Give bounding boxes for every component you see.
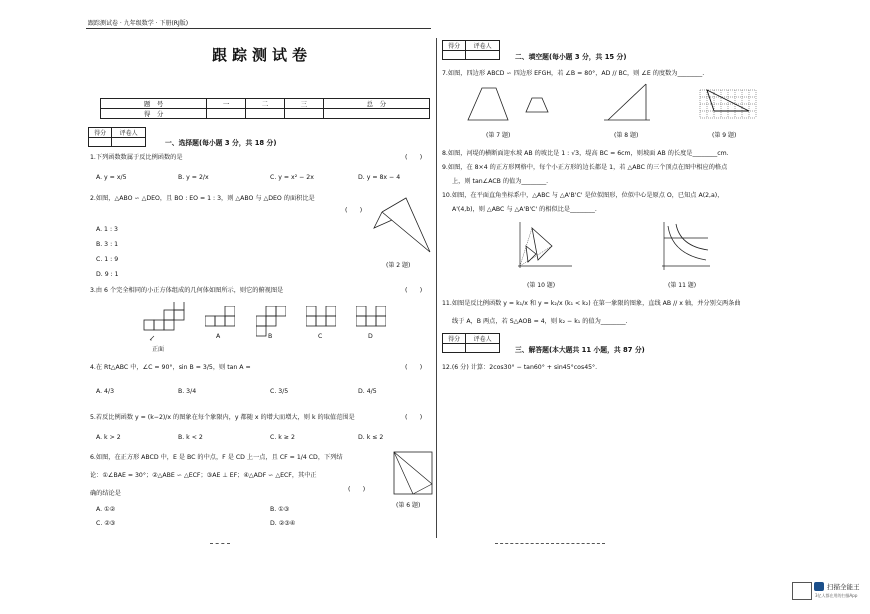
score-cell[interactable]: [207, 109, 246, 119]
q8-caption: (第 8 题): [614, 132, 639, 139]
score-label: 得分: [89, 128, 112, 138]
score-cell: 得 分: [101, 109, 207, 119]
header-rule: [86, 28, 431, 29]
score-field[interactable]: [443, 344, 466, 353]
grader-label: 评卷人: [112, 128, 146, 138]
score-field[interactable]: [443, 51, 466, 60]
q2-stem: 2.如图，△ABO ∽ △DEO，且 BO : EO = 1 : 3，则 △ABO 与 △DEO 的面积比是: [90, 195, 315, 202]
q5-opt-a[interactable]: A. k > 2: [96, 434, 121, 441]
grader-field[interactable]: [112, 138, 146, 147]
q3-label-c: C: [318, 333, 323, 340]
q7-figure: [462, 84, 562, 128]
score-label: 得分: [443, 41, 466, 51]
q9-text-line2: 上，则 tan∠ACB 的值为________.: [452, 178, 549, 185]
q5-opt-d[interactable]: D. k ≤ 2: [358, 434, 384, 441]
score-cell[interactable]: [246, 109, 285, 119]
grader-field[interactable]: [466, 51, 500, 60]
q9-grid-figure: [698, 88, 758, 120]
q4-opt-a[interactable]: A. 4/3: [96, 388, 115, 395]
q1-opt-b[interactable]: B. y = 2/x: [178, 174, 209, 181]
q10-caption: (第 10 题): [527, 282, 556, 289]
q1-opt-c[interactable]: C. y = x² − 2x: [270, 174, 314, 181]
grader-box: [88, 127, 146, 147]
q2-figure: [368, 192, 436, 260]
q3-option-d-figure[interactable]: [356, 306, 386, 328]
q6-opt-d[interactable]: D. ②③④: [270, 520, 296, 527]
grader-box-3: [442, 333, 500, 353]
q10-coordinate-figure: [510, 220, 576, 272]
q6-stem-line3: 确的结论是: [90, 490, 121, 497]
q11-text-line1: 11.如图是反比例函数 y = k₁/x 和 y = k₂/x (k₁ < k₂) 在第一象限的图象，直线 AB // x 轴，并分别交两条曲: [442, 300, 741, 307]
q8-figure: [600, 80, 660, 126]
grader-label: 评卷人: [466, 334, 500, 344]
page-title: 跟踪测试卷: [212, 46, 313, 64]
q3-paren: ( ): [405, 287, 423, 294]
q5-opt-b[interactable]: B. k < 2: [178, 434, 203, 441]
q12-text[interactable]: 12.(6 分) 计算：2cos30° − tan60° + sin45°cos45°.: [442, 364, 598, 371]
q6-square-figure: [390, 450, 436, 500]
q3-solid-figure: [140, 302, 190, 342]
q1-opt-d[interactable]: D. y = 8x − 4: [358, 174, 401, 181]
score-cell[interactable]: [284, 109, 323, 119]
q6-caption: (第 6 题): [396, 502, 421, 509]
q3-option-c-figure[interactable]: [306, 306, 336, 328]
q3-label-a: A: [216, 333, 221, 340]
q5-stem: 5.若反比例函数 y = (k−2)/x 的图象在每个象限内，y 都随 x 的增大而增大，则 k 的取值范围是: [90, 414, 355, 421]
q11-text-line2: 线于 A，B 两点，若 S△AOB = 4，则 k₂ − k₁ 的值为________.: [452, 318, 628, 325]
footer-dash-right: [495, 543, 605, 544]
q5-paren: ( ): [405, 414, 423, 421]
scanner-logo-icon: [814, 582, 824, 591]
column-divider: [436, 38, 437, 538]
score-cell: 总 分: [323, 99, 429, 109]
grader-field[interactable]: [466, 344, 500, 353]
q2-opt-d[interactable]: D. 9 : 1: [96, 271, 119, 278]
section3-title: 三、解答题(本大题共 11 小题，共 87 分): [515, 346, 645, 354]
score-cell: 二: [246, 99, 285, 109]
score-cell: 三: [284, 99, 323, 109]
grader-box-2: [442, 40, 500, 60]
score-cell: 一: [207, 99, 246, 109]
q8-text: 8.如图，河堤的横断面迎水坡 AB 的坡比是 1 : √3，堤高 BC = 6cm，则坡面 AB 的长度是________cm.: [442, 150, 729, 157]
running-header: 跟踪测试卷 · 九年级数学 · 下册(RJ版): [88, 20, 189, 27]
q6-stem-line2: 论：①∠BAE = 30°；②△ABE ∽ △ECF；③AE ⊥ EF；④△ADF ∽ △ECF，其中正: [90, 472, 317, 479]
footer-dash-left: [210, 543, 230, 544]
q7-caption: (第 7 题): [486, 132, 511, 139]
q4-paren: ( ): [405, 364, 423, 371]
q1-stem: 1.下列函数数属于反比例函数的是: [90, 154, 183, 161]
q6-opt-c[interactable]: C. ②③: [96, 520, 116, 527]
q6-stem-line1: 6.如图，在正方形 ABCD 中，E 是 BC 的中点，F 是 CD 上一点，且 CF = 1/4 CD，下列结: [90, 454, 343, 461]
q3-stem: 3.由 6 个完全相同的小正方体组成的几何体如图所示，则它的俯视图是: [90, 287, 284, 294]
q9-caption: (第 9 题): [712, 132, 737, 139]
q7-text: 7.如图，四边形 ABCD ∽ 四边形 EFGH，若 ∠B = 80°，AD // BC，则 ∠E 的度数为________.: [442, 70, 705, 77]
grader-label: 评卷人: [466, 41, 500, 51]
scanner-logo-sub: 3亿人都在用的扫描App: [815, 593, 858, 598]
section2-title: 二、填空题(每小题 3 分，共 15 分): [515, 53, 627, 61]
score-cell[interactable]: [323, 109, 429, 119]
q6-opt-b[interactable]: B. ①③: [270, 506, 290, 513]
score-table: [100, 98, 430, 119]
q1-paren: ( ): [405, 154, 423, 161]
q3-front-label: 正面: [152, 346, 165, 353]
q2-opt-a[interactable]: A. 1 : 3: [96, 226, 118, 233]
q1-opt-a[interactable]: A. y = x/5: [96, 174, 127, 181]
scanner-logo-name: 扫描全能王: [827, 583, 860, 591]
q4-opt-c[interactable]: C. 3/5: [270, 388, 289, 395]
q10-text-line2: A'(4,b)，则 △ABC 与 △A'B'C' 的相似比是________.: [452, 206, 597, 213]
q3-option-a-figure[interactable]: [205, 306, 235, 328]
q4-opt-b[interactable]: B. 3/4: [178, 388, 197, 395]
qr-code-icon: [792, 582, 812, 600]
q5-opt-c[interactable]: C. k ≥ 2: [270, 434, 295, 441]
score-label: 得分: [443, 334, 466, 344]
q11-hyperbola-figure: [658, 220, 714, 272]
section1-title: 一、选择题(每小题 3 分，共 18 分): [165, 139, 277, 147]
q2-caption: (第 2 题): [386, 262, 411, 269]
q2-paren: ( ): [345, 207, 363, 214]
q2-opt-b[interactable]: B. 3 : 1: [96, 241, 119, 248]
q3-label-d: D: [368, 333, 373, 340]
score-field[interactable]: [89, 138, 112, 147]
q10-text-line1: 10.如图，在平面直角坐标系中，△ABC 与 △A'B'C' 是位似图形，位似中心是原点 O，已知点 A(2,a)，: [442, 192, 724, 199]
score-cell: 题 号: [101, 99, 207, 109]
q2-opt-c[interactable]: C. 1 : 9: [96, 256, 119, 263]
q9-text-line1: 9.如图，在 8×4 的正方形网格中，每个小正方形的边长都是 1，若 △ABC 的三个顶点在图中相应的格点: [442, 164, 728, 171]
q4-opt-d[interactable]: D. 4/5: [358, 388, 377, 395]
q6-opt-a[interactable]: A. ①②: [96, 506, 116, 513]
q3-label-b: B: [268, 333, 273, 340]
q4-stem: 4.在 Rt△ABC 中，∠C = 90°，sin B = 3/5，则 tan A =: [90, 364, 251, 371]
q11-caption: (第 11 题): [668, 282, 697, 289]
q6-paren: ( ): [348, 486, 366, 493]
